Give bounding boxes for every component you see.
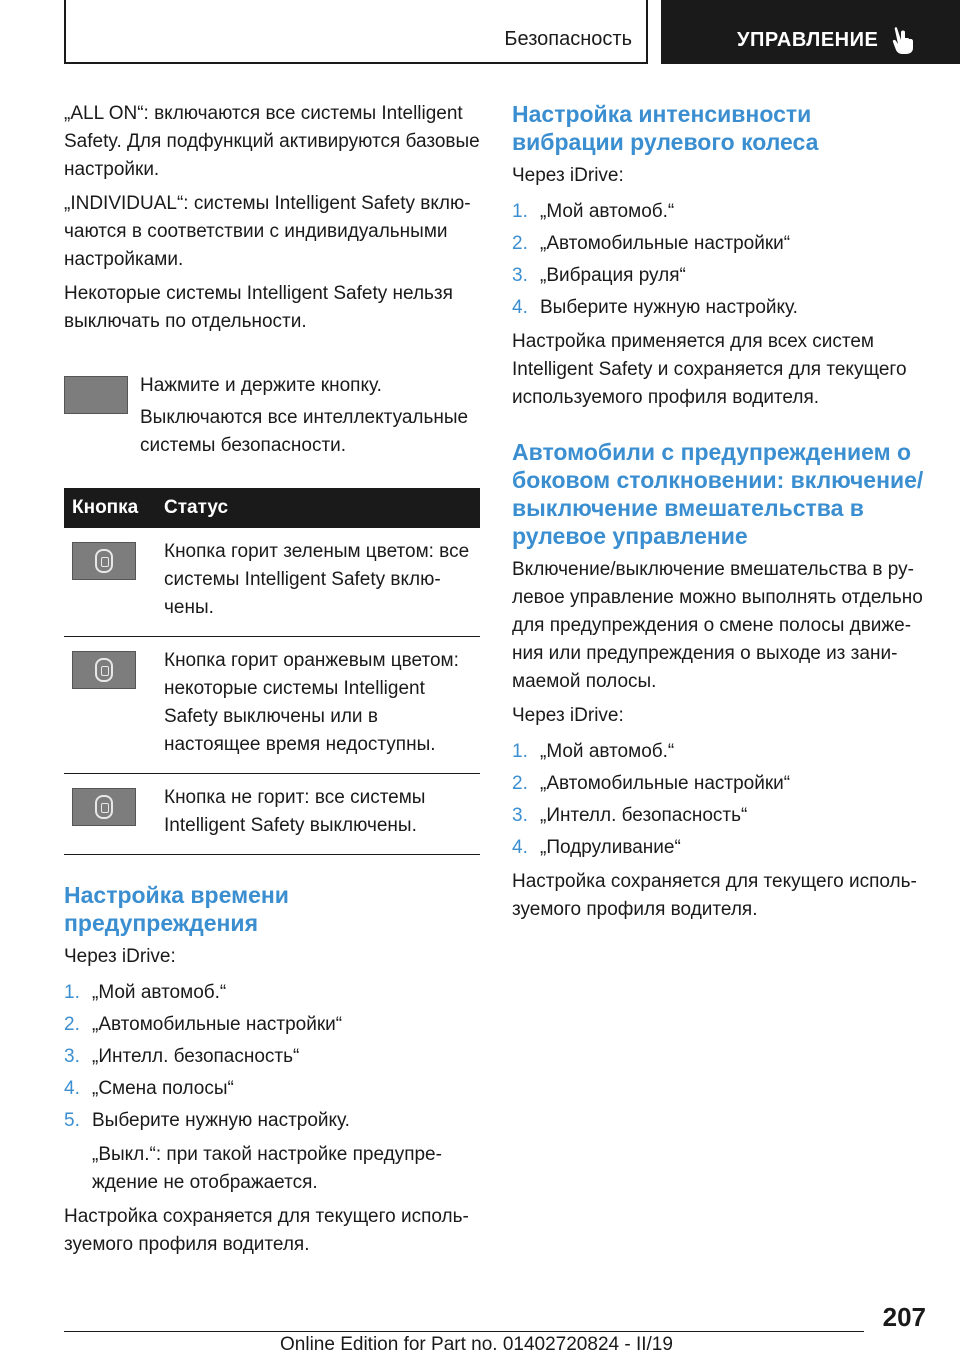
status-green: Кнопка горит зеленым цветом: все системы Intelligent Safety включены. (156, 528, 480, 637)
list-item: 2. „Автомобильные настройки“ (64, 1014, 343, 1035)
list-item: 3. „Вибрация руля“ (512, 265, 686, 286)
saved-for-profile-text: Настройка сохраняется для текущего используемого профиля водителя. (64, 1206, 469, 1255)
saved-for-profile-text: Настройка сохраняется для текущего используемого профиля водителя. (512, 871, 917, 920)
paragraph-individual: „INDIVIDUAL“: системы Intelligent Safety включаются в соответствии с индивидуальными настройками. (64, 193, 471, 270)
list-item: 2. „Автомобильные настройки“ (512, 773, 791, 794)
edition-text: Online Edition for Part no. 01402720824 - II/19 (280, 1334, 673, 1355)
list-item: 3. „Интелл. безопасность“ (512, 805, 748, 826)
button-green-icon (72, 542, 136, 580)
paragraph-all-on: „ALL ON“: включаются все системы Intelligent Safety. Для подфункций активируются базовые настройки. (64, 103, 480, 180)
list-item: 1. „Мой автомоб.“ (64, 982, 227, 1003)
all-systems-off-text: Выключаются все интеллектуальные системы безопасности. (140, 407, 469, 456)
paragraph-cannot-disable: Некоторые системы Intelligent Safety нельзя выключать по отдельности. (64, 283, 453, 332)
status-orange: Кнопка горит оранжевым цветом: некоторые системы Intelligent Safety выключены или в настоящее время недоступны. (156, 637, 480, 774)
footer-divider (64, 1331, 864, 1332)
list-item: 1. „Мой автомоб.“ (512, 741, 675, 762)
via-idrive-text: Через iDrive: (64, 946, 176, 967)
heading-vibration: Настройка интенсивности вибрации рулевого колеса (512, 101, 819, 155)
applied-all-systems-text: Настройка применяется для всех систем Intelligent Safety и сохраняется для текущего используемого профиля водителя. (512, 331, 907, 408)
press-hold-text: Нажмите и держите кнопку. (140, 375, 382, 396)
table-row (64, 528, 480, 637)
button-off-icon (72, 788, 136, 826)
page-number: 207 (882, 1302, 926, 1332)
via-idrive-text: Через iDrive: (512, 165, 624, 186)
collision-steps-list (512, 738, 926, 862)
chapter-title: УПРАВЛЕНИЕ (737, 29, 879, 51)
list-item: 5. Выберите нужную настройку. (64, 1110, 350, 1131)
section-title: Безопасность (504, 28, 632, 50)
table-header-button: Кнопка (64, 488, 156, 528)
list-item: 3. „Интелл. безопасность“ (64, 1046, 300, 1067)
intelligent-safety-button-image (64, 376, 128, 414)
hand-pointer-icon (891, 26, 919, 56)
header-chapter-box (661, 0, 960, 64)
list-item: 4. „Смена полосы“ (64, 1078, 234, 1099)
steering-intervention-text: Включение/выключение вмешательства в рулевое управление можно выполнять отдельно для предупреждения о смене полосы движения или предупреждения о выходе из занимаемой полосы. (512, 559, 923, 692)
table-row (64, 774, 480, 855)
status-off: Кнопка не горит: все системы Intelligent Safety выключены. (156, 774, 480, 855)
button-status-table (64, 488, 480, 855)
left-column (64, 100, 480, 1265)
heading-warning-time: Настройка времени предупреждения (64, 882, 289, 936)
table-row (64, 637, 480, 774)
list-item: 2. „Автомобильные настройки“ (512, 233, 791, 254)
button-instruction (64, 372, 480, 460)
header-section-box (64, 0, 648, 64)
warning-steps-list (64, 979, 480, 1135)
button-orange-icon (72, 651, 136, 689)
off-setting-note: „Выкл.“: при такой настройке предупреждение не отображается. (92, 1144, 442, 1193)
via-idrive-text: Через iDrive: (512, 705, 624, 726)
list-item: 4. Выберите нужную настройку. (512, 297, 798, 318)
heading-side-collision: Автомобили с предупреждением о боковом столкновении: включение/выключение вмешательства в рулевое управление (512, 439, 924, 549)
vibration-steps-list (512, 198, 926, 322)
table-header-status: Статус (156, 488, 480, 528)
right-column (512, 100, 926, 930)
list-item: 4. „Подруливание“ (512, 837, 681, 858)
list-item: 1. „Мой автомоб.“ (512, 201, 675, 222)
